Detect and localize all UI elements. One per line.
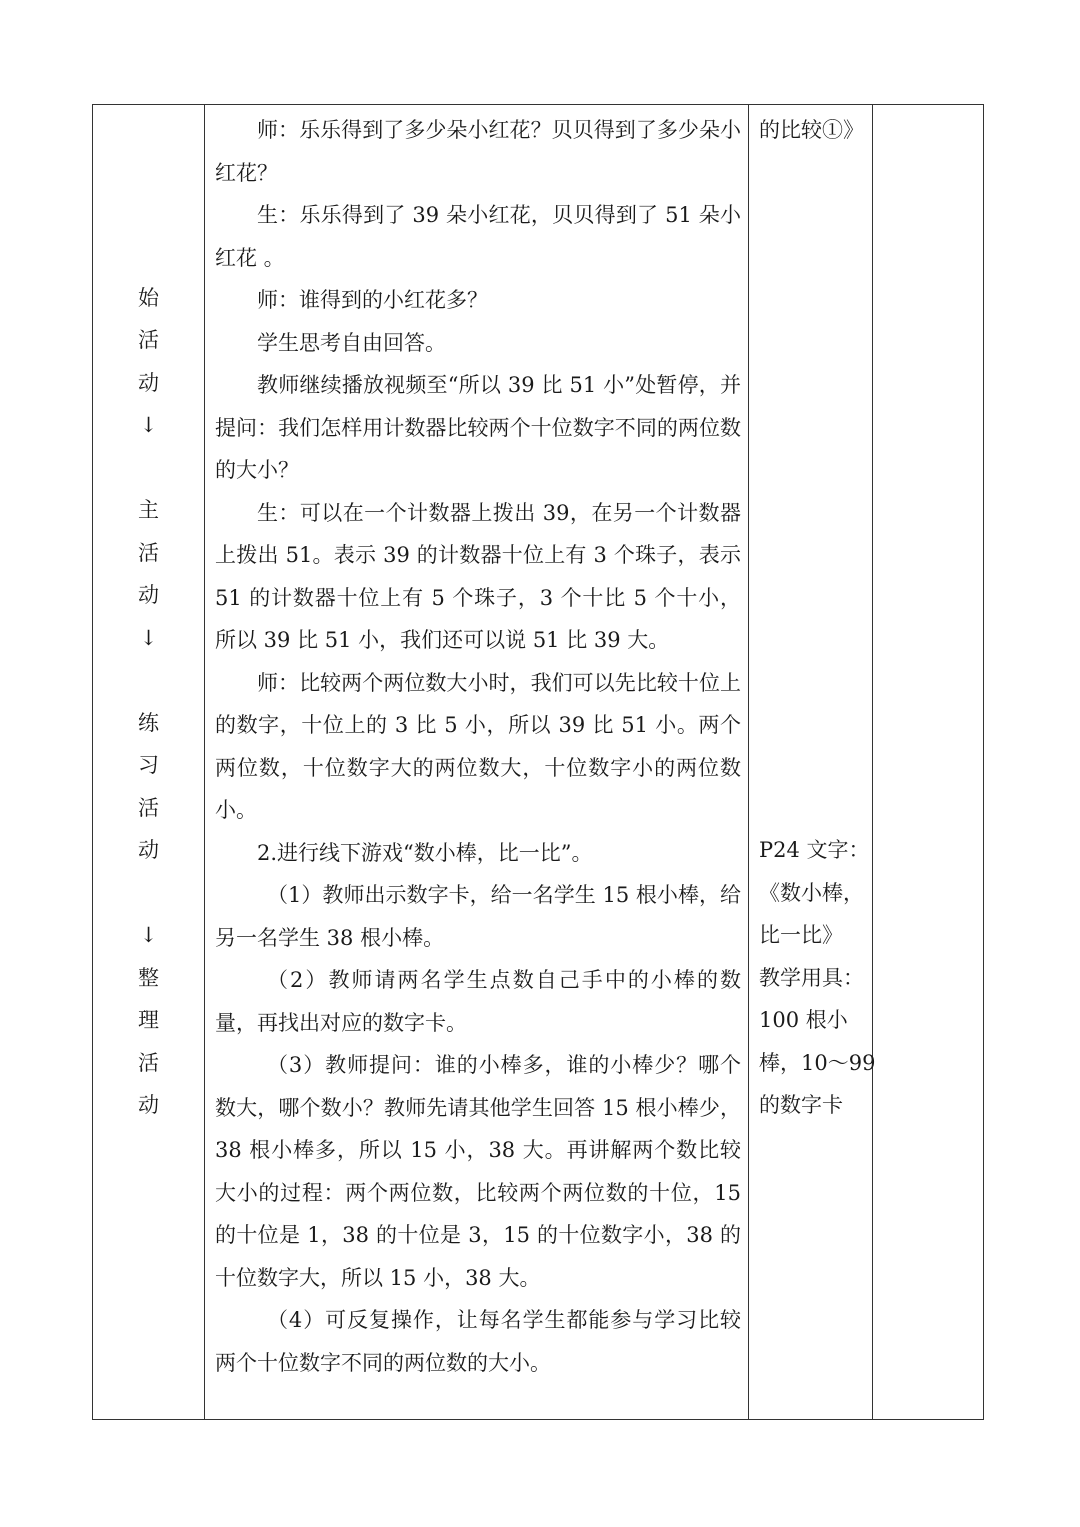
stage-char: 习 [138,753,159,777]
stage-char: ↓ [139,923,158,947]
resource-line: 100 根小 [759,1008,848,1032]
stage-char: 活 [138,541,159,565]
resource-line: 的数字卡 [759,1093,843,1117]
resource-line: 的比较①》 [759,118,864,142]
paragraph: 师：比较两个两位数大小时，我们可以先比较十位上的数字，十位上的 3 比 5 小，所以 39 比 51 小。两个两位数，十位数字大的两位数大，十位数字小的两位数小。 [215,670,741,822]
stage-char: 动 [138,838,159,862]
stage-char: 动 [138,371,159,395]
paragraph: 生：乐乐得到了 39 朵小红花，贝贝得到了 51 朵小红花 。 [215,203,741,270]
resources-bottom [759,829,876,1127]
resource-line: P24 文字： [759,838,870,862]
stage-char: ↓ [139,626,158,650]
stage-char: 整 [138,966,159,990]
paragraph: 教师继续播放视频至“所以 39 比 51 小”处暂停，并提问：我们怎样用计数器比较两个十位数字不同的两位数的大小？ [215,373,741,482]
resources-top [759,109,871,152]
resource-line: 教学用具： [759,965,864,990]
lesson-content [215,109,741,1384]
stage-char: 练 [138,711,159,735]
stage-char: 活 [138,796,159,820]
paragraph: （3）教师提问：谁的小棒多，谁的小棒少？哪个数大，哪个数小？教师先请其他学生回答 15 根小棒少，38 根小棒多，所以 15 小，38 大。再讲解两个数比较大小的过程：两个两位数，比较两个两位数的十位，15 的十位是 1，38 的十位是 3，15 的十位数字小，38 的十位数字大，所以 15 小，38 大。 [215,1053,741,1290]
stage-char: 动 [138,1093,159,1117]
paragraph: 2.进行线下游戏“数小棒，比一比”。 [257,840,593,865]
column-divider [748,105,749,1419]
resource-line: 棒，10～99 [759,1050,876,1075]
paragraph: 学生思考自由回答。 [257,330,446,355]
paragraph: （1）教师出示数字卡，给一名学生 15 根小棒，给另一名学生 38 根小棒。 [215,883,741,950]
stage-char: 活 [138,328,159,352]
paragraph: （4）可反复操作，让每名学生都能参与学习比较两个十位数字不同的两位数的大小。 [215,1308,741,1375]
column-divider [872,105,873,1419]
stage-char: 活 [138,1051,159,1075]
paragraph: 师：乐乐得到了多少朵小红花？贝贝得到了多少朵小红花？ [215,118,741,185]
stage-char: ↓ [139,413,158,437]
paragraph: 师：谁得到的小红花多？ [257,288,488,312]
column-divider [204,105,205,1419]
stage-char: 理 [138,1008,159,1032]
stage-char: 始 [138,286,159,310]
stage-char: 动 [138,583,159,607]
lesson-table [92,104,984,1420]
stage-column [93,105,204,1419]
paragraph: 生：可以在一个计数器上拨出 39，在另一个计数器上拨出 51。表示 39 的计数器十位上有 3 个珠子，表示 51 的计数器十位上有 5 个珠子，3 个十比 5 个十小，所以 39 比 51 小，我们还可以说 51 比 39 大。 [215,500,741,652]
paragraph: （2）教师请两名学生点数自己手中的小棒的数量，再找出对应的数字卡。 [215,968,741,1035]
stage-char: 主 [138,498,159,522]
resource-line: 比一比》 [759,923,843,947]
resource-line: 《数小棒， [759,880,864,905]
